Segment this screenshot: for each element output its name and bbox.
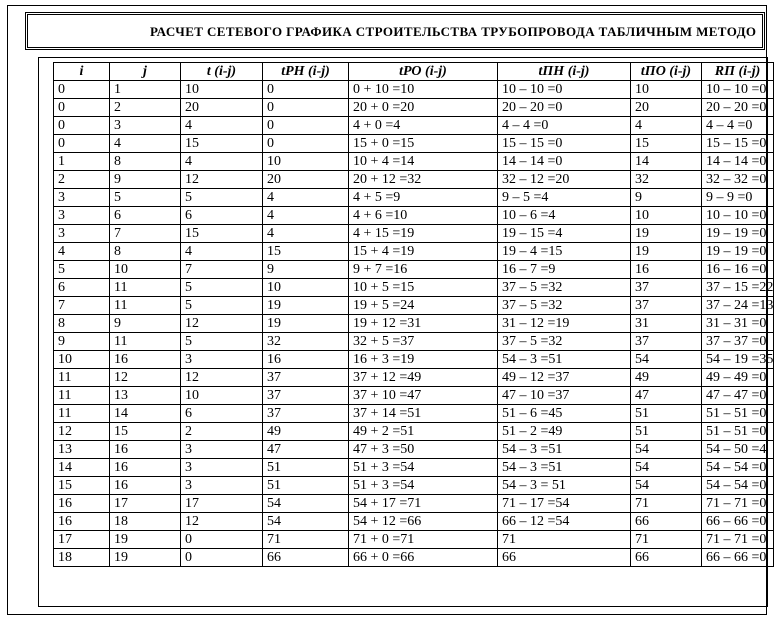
cell-t-po: 51: [631, 423, 702, 441]
cell-t-pn: 10 – 6 =4: [498, 207, 631, 225]
cell-t-rn: 19: [263, 297, 349, 315]
table-row: [54, 189, 774, 207]
cell-i: 3: [54, 207, 110, 225]
cell-j: 16: [110, 351, 181, 369]
cell-t-pn: 15 – 15 =0: [498, 135, 631, 153]
cell-t-rn: 54: [263, 513, 349, 531]
cell-j: 17: [110, 495, 181, 513]
cell-t-ro: 4 + 15 =19: [349, 225, 498, 243]
cell-r-p: 49 – 49 =0: [702, 369, 774, 387]
cell-t-pn: 32 – 12 =20: [498, 171, 631, 189]
cell-t-pn: 10 – 10 =0: [498, 81, 631, 99]
cell-t-ro: 15 + 0 =15: [349, 135, 498, 153]
cell-t-pn: 14 – 14 =0: [498, 153, 631, 171]
cell-i: 16: [54, 513, 110, 531]
cell-t-pn: 54 – 3 =51: [498, 441, 631, 459]
cell-t-rn: 0: [263, 81, 349, 99]
cell-t-rn: 71: [263, 531, 349, 549]
table-row: [54, 171, 774, 189]
table-row: [54, 117, 774, 135]
cell-t-rn: 16: [263, 351, 349, 369]
cell-r-p: 37 – 37 =0: [702, 333, 774, 351]
cell-t-ro: 71 + 0 =71: [349, 531, 498, 549]
cell-r-p: 32 – 32 =0: [702, 171, 774, 189]
cell-i: 3: [54, 225, 110, 243]
cell-t-pn: 37 – 5 =32: [498, 333, 631, 351]
table-row: [54, 369, 774, 387]
cell-t-rn: 10: [263, 153, 349, 171]
cell-j: 11: [110, 279, 181, 297]
cell-t-ro: 47 + 3 =50: [349, 441, 498, 459]
table-row: [54, 387, 774, 405]
cell-t-po: 54: [631, 477, 702, 495]
cell-t-ro: 0 + 10 =10: [349, 81, 498, 99]
cell-t-ro: 19 + 12 =31: [349, 315, 498, 333]
cell-r-p: 20 – 20 =0: [702, 99, 774, 117]
cell-t-ro: 54 + 12 =66: [349, 513, 498, 531]
cell-t-rn: 37: [263, 387, 349, 405]
cell-i: 6: [54, 279, 110, 297]
cell-t: 0: [181, 549, 263, 567]
cell-j: 5: [110, 189, 181, 207]
cell-t: 17: [181, 495, 263, 513]
cell-t: 15: [181, 225, 263, 243]
table-body: [54, 81, 774, 567]
cell-j: 18: [110, 513, 181, 531]
cell-t-rn: 37: [263, 405, 349, 423]
cell-i: 18: [54, 549, 110, 567]
cell-i: 3: [54, 189, 110, 207]
cell-i: 0: [54, 117, 110, 135]
cell-t: 20: [181, 99, 263, 117]
cell-t-ro: 32 + 5 =37: [349, 333, 498, 351]
cell-j: 8: [110, 243, 181, 261]
cell-i: 7: [54, 297, 110, 315]
table-row: [54, 135, 774, 153]
cell-t-pn: 19 – 15 =4: [498, 225, 631, 243]
cell-i: 10: [54, 351, 110, 369]
cell-t: 2: [181, 423, 263, 441]
cell-t: 4: [181, 117, 263, 135]
cell-j: 19: [110, 531, 181, 549]
cell-t-po: 47: [631, 387, 702, 405]
cell-r-p: 15 – 15 =0: [702, 135, 774, 153]
cell-t-po: 10: [631, 81, 702, 99]
cell-i: 15: [54, 477, 110, 495]
cell-t-rn: 37: [263, 369, 349, 387]
cell-t-ro: 20 + 0 =20: [349, 99, 498, 117]
cell-t: 12: [181, 171, 263, 189]
header-cell-t-ro: tРО (i-j): [349, 63, 498, 81]
cell-i: 11: [54, 369, 110, 387]
cell-t-po: 66: [631, 513, 702, 531]
cell-t-pn: 66: [498, 549, 631, 567]
header-cell-t: t (i-j): [181, 63, 263, 81]
header-cell-t-pn: tПН (i-j): [498, 63, 631, 81]
cell-t-ro: 54 + 17 =71: [349, 495, 498, 513]
header-cell-t-po: tПО (i-j): [631, 63, 702, 81]
cell-t: 6: [181, 405, 263, 423]
cell-r-p: 51 – 51 =0: [702, 423, 774, 441]
cell-t-pn: 54 – 3 =51: [498, 351, 631, 369]
cell-t-rn: 51: [263, 459, 349, 477]
table-row: [54, 225, 774, 243]
cell-i: 0: [54, 81, 110, 99]
cell-t-ro: 4 + 6 =10: [349, 207, 498, 225]
cell-r-p: 54 – 50 =4: [702, 441, 774, 459]
cell-t: 12: [181, 369, 263, 387]
cell-i: 0: [54, 99, 110, 117]
cell-t: 3: [181, 477, 263, 495]
cell-t-pn: 54 – 3 = 51: [498, 477, 631, 495]
cell-t-po: 37: [631, 333, 702, 351]
cell-j: 14: [110, 405, 181, 423]
cell-t-po: 31: [631, 315, 702, 333]
cell-j: 11: [110, 333, 181, 351]
cell-t-pn: 4 – 4 =0: [498, 117, 631, 135]
table-row: [54, 495, 774, 513]
cell-j: 13: [110, 387, 181, 405]
cell-i: 17: [54, 531, 110, 549]
cell-t: 0: [181, 531, 263, 549]
header-cell-i: i: [54, 63, 110, 81]
cell-t-rn: 51: [263, 477, 349, 495]
title-box: [25, 12, 765, 50]
cell-i: 1: [54, 153, 110, 171]
table-row: [54, 297, 774, 315]
cell-t: 3: [181, 459, 263, 477]
cell-t-ro: 49 + 2 =51: [349, 423, 498, 441]
cell-t-rn: 9: [263, 261, 349, 279]
cell-r-p: 31 – 31 =0: [702, 315, 774, 333]
cell-t-ro: 37 + 12 =49: [349, 369, 498, 387]
cell-i: 4: [54, 243, 110, 261]
cell-r-p: 10 – 10 =0: [702, 207, 774, 225]
cell-t-ro: 66 + 0 =66: [349, 549, 498, 567]
cell-r-p: 54 – 54 =0: [702, 477, 774, 495]
cell-t-ro: 15 + 4 =19: [349, 243, 498, 261]
cell-t: 4: [181, 243, 263, 261]
cell-r-p: 71 – 71 =0: [702, 495, 774, 513]
cell-t-po: 54: [631, 441, 702, 459]
cell-t-pn: 9 – 5 =4: [498, 189, 631, 207]
cell-r-p: 71 – 71 =0: [702, 531, 774, 549]
table-row: [54, 333, 774, 351]
cell-t-po: 4: [631, 117, 702, 135]
cell-t-rn: 19: [263, 315, 349, 333]
cell-r-p: 4 – 4 =0: [702, 117, 774, 135]
cell-j: 11: [110, 297, 181, 315]
cell-t: 3: [181, 351, 263, 369]
table-row: [54, 513, 774, 531]
cell-r-p: 47 – 47 =0: [702, 387, 774, 405]
header-row: [54, 63, 774, 81]
cell-t: 12: [181, 513, 263, 531]
cell-t-ro: 20 + 12 =32: [349, 171, 498, 189]
cell-t-po: 37: [631, 297, 702, 315]
cell-j: 2: [110, 99, 181, 117]
cell-t-po: 71: [631, 495, 702, 513]
cell-i: 11: [54, 387, 110, 405]
cell-t-po: 37: [631, 279, 702, 297]
cell-t-rn: 54: [263, 495, 349, 513]
cell-t-ro: 19 + 5 =24: [349, 297, 498, 315]
cell-t-pn: 31 – 12 =19: [498, 315, 631, 333]
cell-t-rn: 32: [263, 333, 349, 351]
cell-j: 10: [110, 261, 181, 279]
cell-t-pn: 71 – 17 =54: [498, 495, 631, 513]
table-row: [54, 207, 774, 225]
cell-t: 7: [181, 261, 263, 279]
table-row: [54, 549, 774, 567]
cell-t-pn: 16 – 7 =9: [498, 261, 631, 279]
cell-t-po: 16: [631, 261, 702, 279]
cell-t-rn: 4: [263, 207, 349, 225]
table-row: [54, 315, 774, 333]
cell-t: 6: [181, 207, 263, 225]
cell-t-po: 71: [631, 531, 702, 549]
table-row: [54, 261, 774, 279]
cell-t-po: 9: [631, 189, 702, 207]
cell-j: 16: [110, 459, 181, 477]
table-row: [54, 153, 774, 171]
cell-t: 10: [181, 387, 263, 405]
cell-t-ro: 16 + 3 =19: [349, 351, 498, 369]
cell-r-p: 16 – 16 =0: [702, 261, 774, 279]
cell-j: 9: [110, 171, 181, 189]
cell-t: 5: [181, 279, 263, 297]
cell-t-rn: 0: [263, 117, 349, 135]
cell-t-rn: 15: [263, 243, 349, 261]
cell-t-ro: 4 + 0 =4: [349, 117, 498, 135]
cell-t-ro: 4 + 5 =9: [349, 189, 498, 207]
cell-j: 12: [110, 369, 181, 387]
table-row: [54, 459, 774, 477]
cell-t: 5: [181, 297, 263, 315]
cell-t-po: 19: [631, 243, 702, 261]
cell-t-ro: 37 + 10 =47: [349, 387, 498, 405]
cell-t-ro: 10 + 4 =14: [349, 153, 498, 171]
cell-j: 3: [110, 117, 181, 135]
cell-t-rn: 49: [263, 423, 349, 441]
cell-t-po: 54: [631, 351, 702, 369]
cell-t-ro: 37 + 14 =51: [349, 405, 498, 423]
cell-i: 9: [54, 333, 110, 351]
cell-t-ro: 51 + 3 =54: [349, 477, 498, 495]
cell-t-rn: 4: [263, 189, 349, 207]
cell-j: 9: [110, 315, 181, 333]
cell-t: 3: [181, 441, 263, 459]
cell-r-p: 66 – 66 =0: [702, 549, 774, 567]
cell-t-po: 66: [631, 549, 702, 567]
cell-t: 10: [181, 81, 263, 99]
table-row: [54, 243, 774, 261]
cell-i: 14: [54, 459, 110, 477]
cell-t-pn: 49 – 12 =37: [498, 369, 631, 387]
cell-t-pn: 54 – 3 =51: [498, 459, 631, 477]
cell-t: 5: [181, 333, 263, 351]
cell-t-po: 20: [631, 99, 702, 117]
cell-t-rn: 0: [263, 135, 349, 153]
cell-t-pn: 66 – 12 =54: [498, 513, 631, 531]
cell-t-pn: 20 – 20 =0: [498, 99, 631, 117]
cell-r-p: 19 – 19 =0: [702, 225, 774, 243]
cell-i: 2: [54, 171, 110, 189]
table-row: [54, 81, 774, 99]
cell-t-rn: 47: [263, 441, 349, 459]
cell-r-p: 14 – 14 =0: [702, 153, 774, 171]
cell-t: 12: [181, 315, 263, 333]
header-cell-t-rn: tРН (i-j): [263, 63, 349, 81]
table-row: [54, 531, 774, 549]
header-cell-r-p: RП (i-j): [702, 63, 774, 81]
cell-j: 16: [110, 477, 181, 495]
header-cell-j: j: [110, 63, 181, 81]
cell-t-po: 15: [631, 135, 702, 153]
cell-i: 11: [54, 405, 110, 423]
cell-i: 16: [54, 495, 110, 513]
table-row: [54, 441, 774, 459]
cell-t-rn: 66: [263, 549, 349, 567]
cell-t-rn: 4: [263, 225, 349, 243]
cell-t-pn: 37 – 5 =32: [498, 279, 631, 297]
table-row: [54, 423, 774, 441]
cell-t-pn: 37 – 5 =32: [498, 297, 631, 315]
cell-j: 19: [110, 549, 181, 567]
cell-i: 13: [54, 441, 110, 459]
cell-t-po: 51: [631, 405, 702, 423]
table-row: [54, 99, 774, 117]
cell-i: 5: [54, 261, 110, 279]
cell-r-p: 9 – 9 =0: [702, 189, 774, 207]
cell-j: 4: [110, 135, 181, 153]
page-title: РАСЧЕТ СЕТЕВОГО ГРАФИКА СТРОИТЕЛЬСТВА ТРУБОПРОВОДА ТАБЛИЧНЫМ МЕТОДО: [150, 24, 757, 39]
cell-i: 0: [54, 135, 110, 153]
cell-t-po: 32: [631, 171, 702, 189]
cell-t-rn: 10: [263, 279, 349, 297]
cell-t-ro: 10 + 5 =15: [349, 279, 498, 297]
cell-t-rn: 0: [263, 99, 349, 117]
cell-t-pn: 19 – 4 =15: [498, 243, 631, 261]
cell-t-po: 54: [631, 459, 702, 477]
table-row: [54, 351, 774, 369]
cell-t: 5: [181, 189, 263, 207]
cell-r-p: 37 – 24 =13: [702, 297, 774, 315]
cell-r-p: 66 – 66 =0: [702, 513, 774, 531]
cell-t-ro: 51 + 3 =54: [349, 459, 498, 477]
network-schedule-table: [53, 62, 774, 567]
cell-j: 16: [110, 441, 181, 459]
cell-t-pn: 51 – 6 =45: [498, 405, 631, 423]
cell-r-p: 37 – 15 =22: [702, 279, 774, 297]
cell-t-pn: 71: [498, 531, 631, 549]
cell-t-pn: 51 – 2 =49: [498, 423, 631, 441]
cell-t-rn: 20: [263, 171, 349, 189]
cell-t-pn: 47 – 10 =37: [498, 387, 631, 405]
cell-t: 15: [181, 135, 263, 153]
table-row: [54, 405, 774, 423]
cell-r-p: 54 – 19 =35: [702, 351, 774, 369]
cell-j: 15: [110, 423, 181, 441]
cell-i: 12: [54, 423, 110, 441]
cell-i: 8: [54, 315, 110, 333]
cell-j: 7: [110, 225, 181, 243]
cell-t-po: 10: [631, 207, 702, 225]
table-row: [54, 477, 774, 495]
cell-t-ro: 9 + 7 =16: [349, 261, 498, 279]
cell-r-p: 19 – 19 =0: [702, 243, 774, 261]
cell-j: 6: [110, 207, 181, 225]
cell-t-po: 49: [631, 369, 702, 387]
table-row: [54, 279, 774, 297]
cell-r-p: 10 – 10 =0: [702, 81, 774, 99]
cell-t-po: 14: [631, 153, 702, 171]
cell-j: 8: [110, 153, 181, 171]
cell-t: 4: [181, 153, 263, 171]
cell-t-po: 19: [631, 225, 702, 243]
cell-j: 1: [110, 81, 181, 99]
cell-r-p: 51 – 51 =0: [702, 405, 774, 423]
cell-r-p: 54 – 54 =0: [702, 459, 774, 477]
